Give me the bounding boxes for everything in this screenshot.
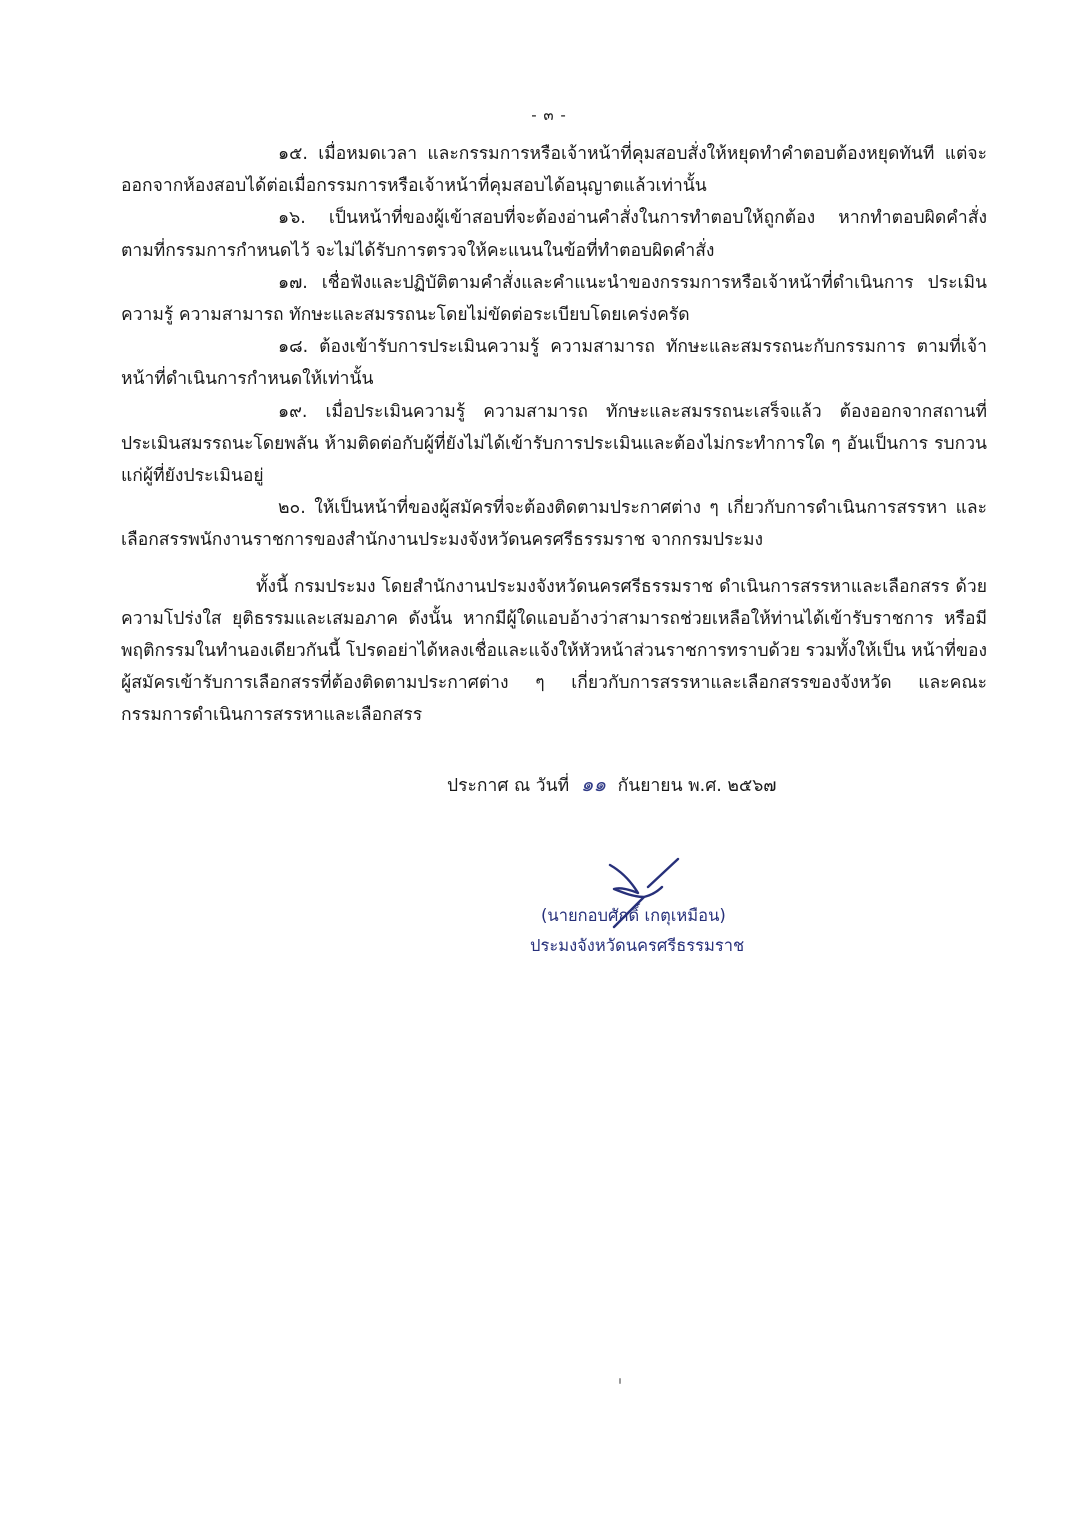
scan-speck: [619, 1378, 621, 1384]
item-18: ๑๘. ต้องเข้ารับการประเมินความรู้ ความสามารถ ทักษะและสมรรถนะกับกรรมการ ตามที่เจ้าหน้าที่ดำเนินการกำหนดให้เท่านั้น: [121, 337, 987, 390]
date-suffix: กันยายน พ.ศ. ๒๕๖๗: [617, 776, 777, 796]
document-body: [121, 138, 987, 732]
date-day-handwritten: ๑๑: [580, 772, 607, 796]
item-15: ๑๕. เมื่อหมดเวลา และกรรมการหรือเจ้าหน้าที่คุมสอบสั่งให้หยุดทำคำตอบต้องหยุดทันที แต่จะออกจากห้องสอบได้ต่อเมื่อกรรมการหรือเจ้าหน้าที่คุมสอบได้อนุญาตแล้วเท่านั้น: [121, 144, 987, 197]
closing-paragraph: ทั้งนี้ กรมประมง โดยสำนักงานประมงจังหวัดนครศรีธรรมราช ดำเนินการสรรหาและเลือกสรร ด้วยความโปร่งใส ยุติธรรมและเสมอภาค ดังนั้น หากมีผู้ใดแอบอ้างว่าสามารถช่วยเหลือให้ท่านได้เข้ารับราชการ หรือมีพฤติกรรมในทำนองเดียวกันนี้ โปรดอย่าได้หลงเชื่อและแจ้งให้หัวหน้าส่วนราชการทราบด้วย รวมทั้งให้เป็น หน้าที่ของผู้สมัครเข้ารับการเลือกสรรที่ต้องติดตามประกาศต่าง ๆ เกี่ยวกับการสรรหาและเลือกสรรของจังหวัด และคณะกรรมการดำเนินการสรรหาและเลือกสรร: [121, 576, 987, 726]
item-17: ๑๗. เชื่อฟังและปฏิบัติตามคำสั่งและคำแนะนำของกรรมการหรือเจ้าหน้าที่ดำเนินการ ประเมินความรู้ ความสามารถ ทักษะและสมรรถนะโดยไม่ขัดต่อระเบียบโดยเคร่งครัด: [121, 272, 987, 326]
signer-name: (นายกอบศักดิ์ เกตุเหมือน): [541, 906, 726, 925]
item-16: ๑๖. เป็นหน้าที่ของผู้เข้าสอบที่จะต้องอ่านคำสั่งในการทำตอบให้ถูกต้อง หากทำตอบผิดคำสั่ง ตามที่กรรมการกำหนดไว้ จะไม่ได้รับการตรวจให้คะแนนในข้อที่ทำตอบผิดคำสั่ง: [121, 208, 987, 261]
date-prefix: ประกาศ ณ วันที่: [447, 776, 570, 796]
announcement-date: [447, 768, 776, 802]
signer-position: ประมงจังหวัดนครศรีธรรมราช: [530, 936, 745, 955]
page-number: - ๓ -: [531, 106, 567, 124]
item-19: ๑๙. เมื่อประเมินความรู้ ความสามารถ ทักษะและสมรรถนะเสร็จแล้ว ต้องออกจากสถานที่ ประเมินสมรรถนะโดยพลัน ห้ามติดต่อกับผู้ที่ยังไม่ได้เข้ารับการประเมินและต้องไม่กระทำการใด ๆ อันเป็นการ รบกวนแก่ผู้ที่ยังประเมินอยู่: [121, 401, 987, 487]
item-20: ๒๐. ให้เป็นหน้าที่ของผู้สมัครที่จะต้องติดตามประกาศต่าง ๆ เกี่ยวกับการดำเนินการสรรหา และเลือกสรรพนักงานราชการของสำนักงานประมงจังหวัดนครศรีธรรมราช จากกรมประมง: [121, 498, 987, 551]
